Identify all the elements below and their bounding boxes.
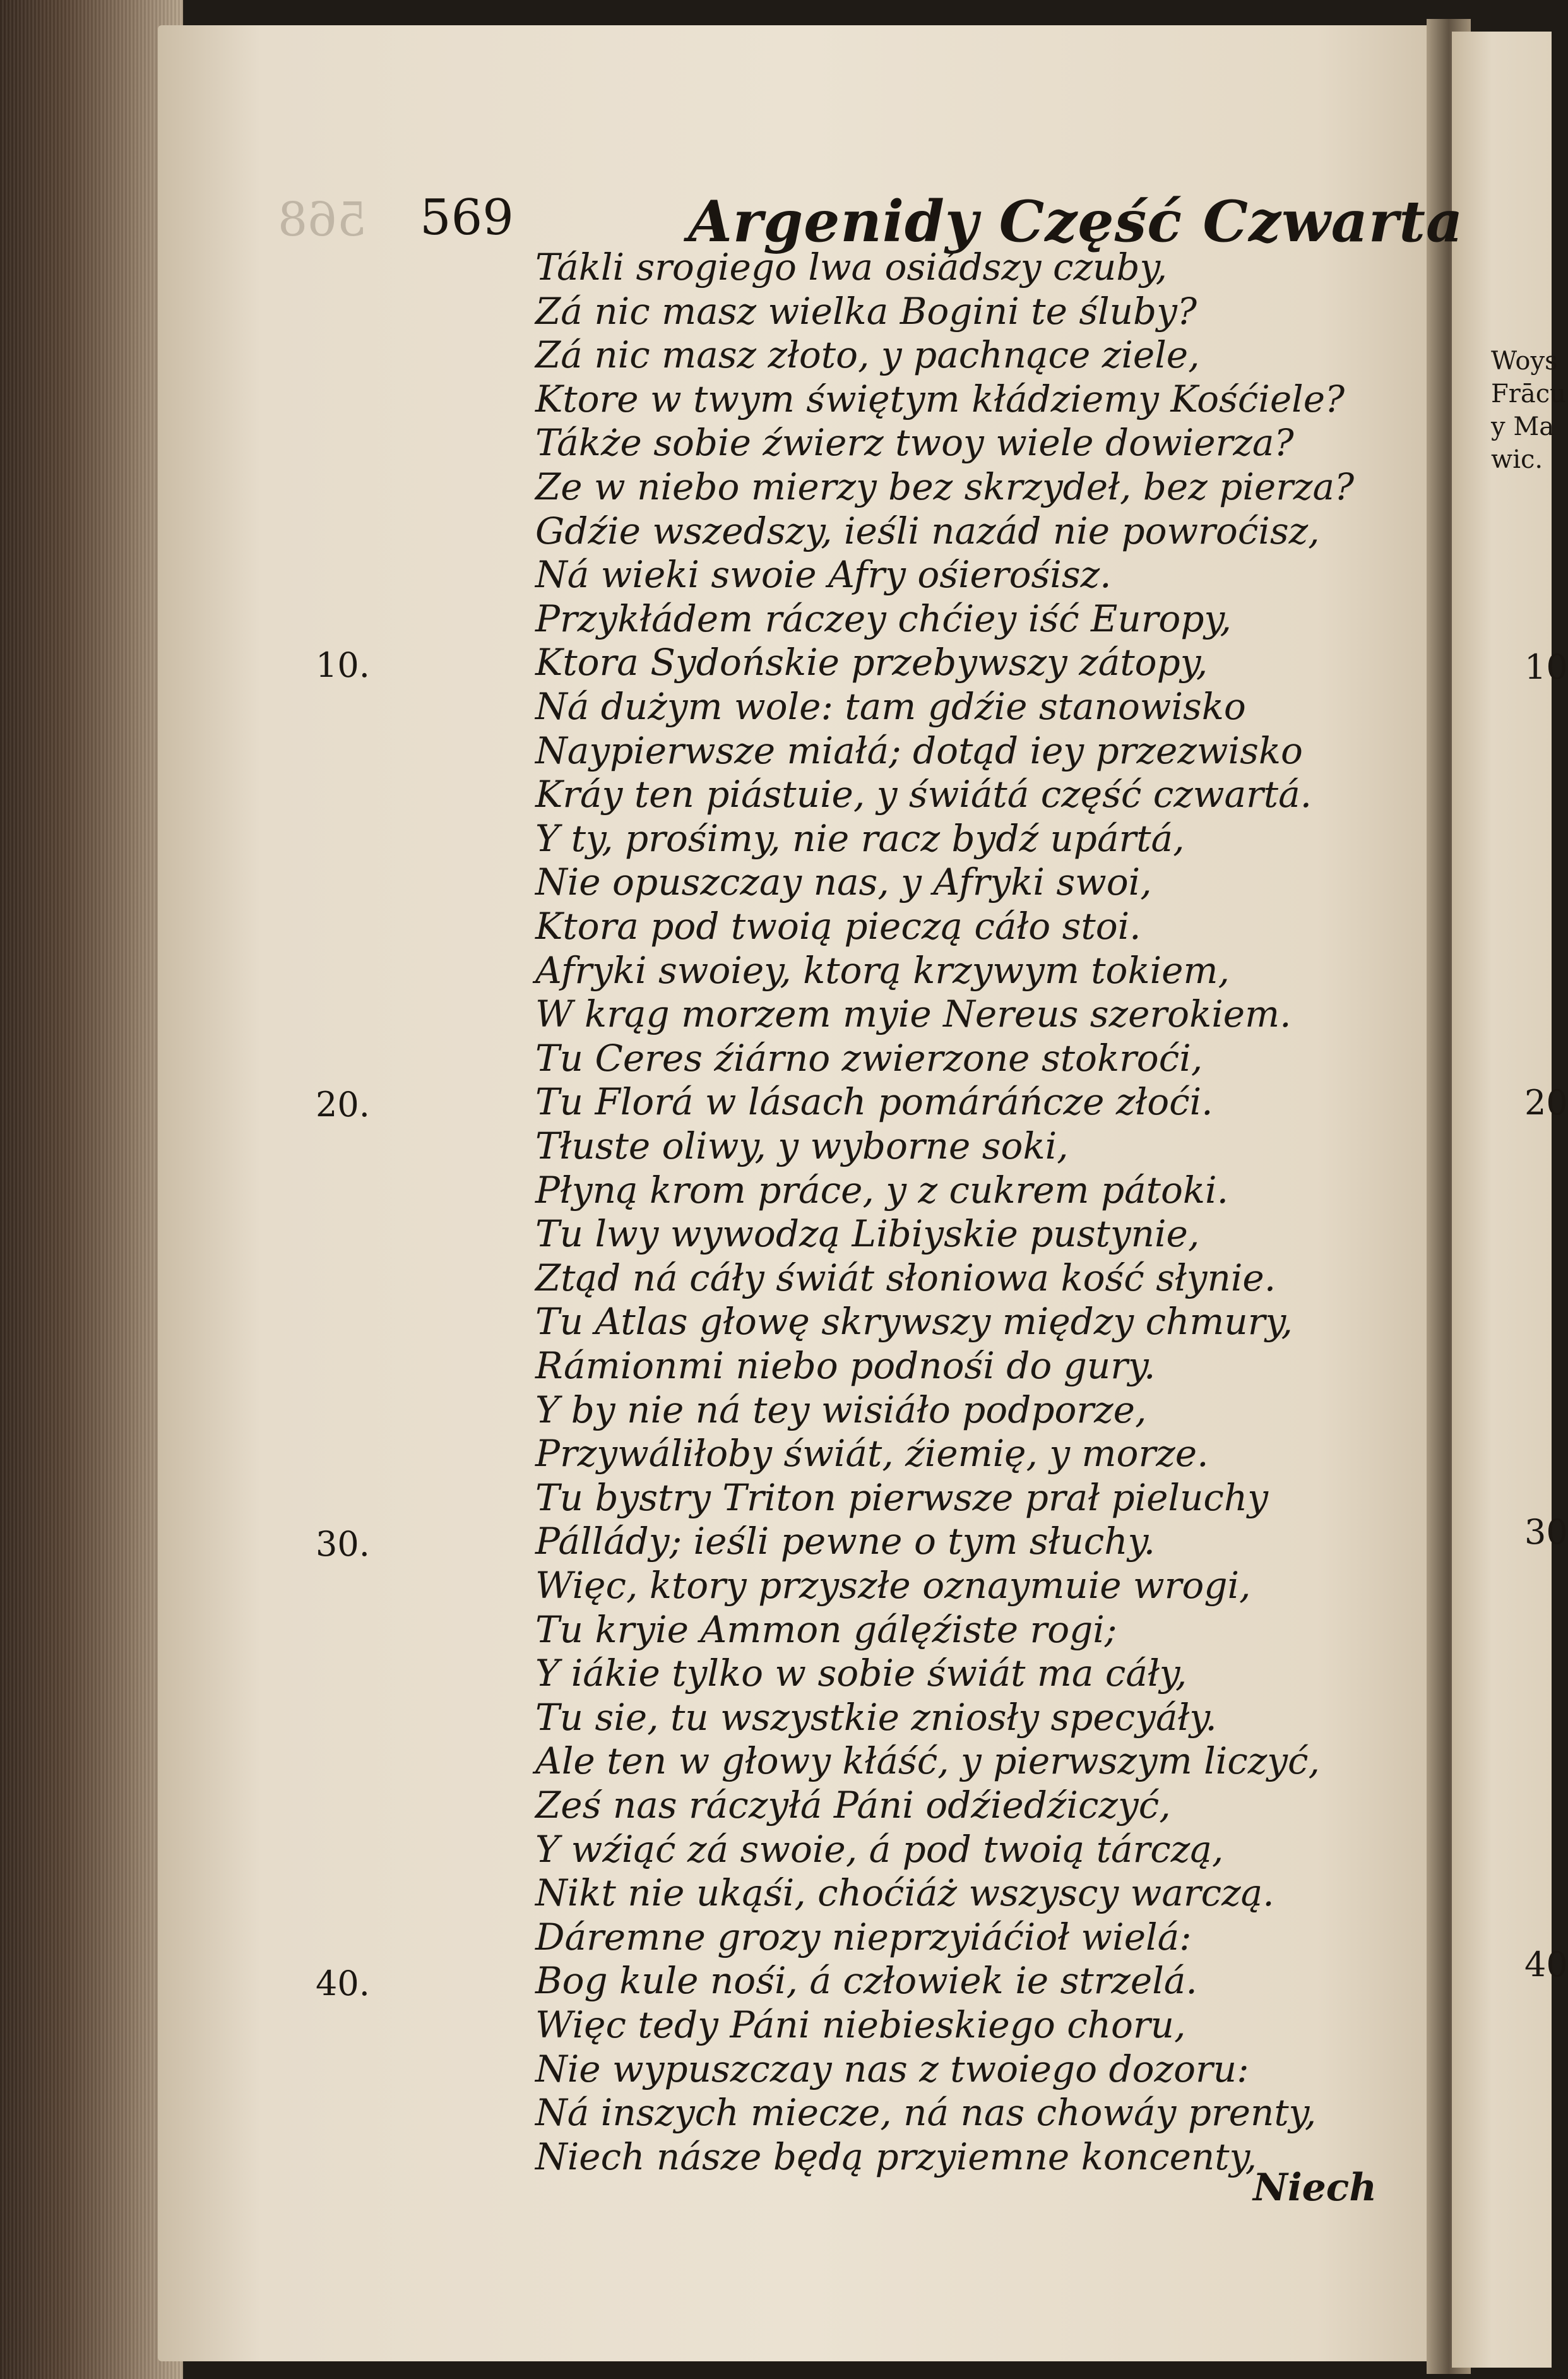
verse-line: Przywáliłoby świát, źiemię, y morze. [535,1432,1209,1476]
verse-line-number: 20. [316,1085,370,1125]
verse-line: Ná wieki swoie Afry ośierośisz. [535,553,1112,597]
verse-line: Tákże sobie źwierz twoy wiele dowierza? [535,421,1294,465]
verse-line: Ná inszych miecze, ná nas chowáy prenty, [535,2091,1317,2135]
verse-line: Ztąd ná cáły świát słoniowa kość słynie. [535,1256,1276,1299]
catchword: Niech [1253,2166,1377,2210]
facing-margin-note-line: wic. [1491,445,1543,474]
verse-line: Naypierwsze miałá; dotąd iey przezwisko [535,729,1303,772]
facing-line-number: 10 [1524,647,1568,687]
facing-line-number: 30 [1524,1512,1568,1552]
verse-line: Y wźiąć zá swoie, á pod twoią tárczą, [535,1827,1224,1871]
facing-margin-note-line: Frācu [1491,379,1566,408]
verse-line-number: 30. [316,1524,370,1565]
verse-line: Y by nie ná tey wisiáło podporze, [535,1388,1147,1431]
verse-line: Nikt nie ukąśi, choćiáż wszyscy warczą. [535,1871,1274,1915]
verse-line: Afryki swoiey, ktorą krzywym tokiem, [535,948,1230,992]
verse-line: Ze w niebo mierzy bez skrzydeł, bez pierza? [535,465,1355,508]
verse-line: Y ty, prośimy, nie racz bydź upártá, [535,816,1185,860]
facing-line-number: 20 [1524,1083,1568,1123]
verse-line: Nie opuszczay nas, y Afryki swoi, [535,861,1152,904]
verse-line: Tu Ceres źiárno zwierzone stokroći, [535,1036,1203,1080]
verse-line: Ześ nas ráczyłá Páni odźiedźiczyć, [535,1784,1171,1827]
running-title: Argenidy Część Czwarta [688,188,1464,255]
bleed-through-page-number: 568 [278,193,367,247]
verse-line: Rámionmi niebo podnośi do gury. [535,1344,1156,1387]
verse-line: Kráy ten piástuie, y świátá część czwartá. [535,773,1312,816]
verse-line: Ktora Sydońskie przebywszy zátopy, [535,641,1208,684]
facing-line-number: 40 [1524,1945,1568,1984]
verse-line: Tákli srogiego lwa osiádszy czuby, [535,246,1168,289]
verse-line: Tu Florá w lásach pomáráńcze złoći. [535,1080,1213,1124]
verse-line: Dáremne grozy nieprzyiáćioł wielá: [535,1915,1192,1959]
verse-line: Więc tedy Páni niebieskiego choru, [535,2003,1186,2046]
verse-line: Y iákie tylko w sobie świát ma cáły, [535,1652,1187,1695]
verse-line: Tu Atlas głowę skrywszy między chmury, [535,1300,1293,1344]
verse-line: Tu bystry Triton pierwsze prał pieluchy [535,1476,1268,1519]
verse-line-number: 40. [316,1964,370,2004]
verse-line: Pállády; ieśli pewne o tym słuchy. [535,1520,1156,1563]
facing-margin-note-line: Woys [1491,347,1558,376]
facing-margin-note-line: y Ma [1491,412,1555,441]
verse-line: Ktore w twym świętym kłádziemy Kośćiele? [535,377,1345,420]
verse-line: Tu lwy wywodzą Libiyskie pustynie, [535,1212,1200,1256]
verse-line: Więc, ktory przyszłe oznaymuie wrogi, [535,1564,1251,1607]
verse-line: Ná dużym wole: tam gdźie stanowisko [535,685,1246,728]
verse-line: Zá nic masz wielka Bogini te śluby? [535,289,1197,333]
page-number: 569 [420,189,514,246]
verse-line: Ktora pod twoią pieczą cáło stoi. [535,905,1141,948]
verse-line: Tu kryie Ammon gálęźiste rogi; [535,1607,1117,1651]
verse-line: Tłuste oliwy, y wyborne soki, [535,1124,1069,1167]
verse-line: Ale ten w głowy kłáść, y pierwszym liczyć, [535,1739,1320,1783]
verse-line: Zá nic masz złoto, y pachnące ziele, [535,333,1200,377]
verse-line-number: 10. [316,645,370,686]
verse-line: Niech násze będą przyiemne koncenty, [535,2135,1257,2178]
verse-line: Przykłádem ráczey chćiey iść Europy, [535,597,1232,640]
verse-line: Płyną krom práce, y z cukrem pátoki. [535,1168,1229,1212]
verse-line: Bog kule nośi, á człowiek ie strzelá. [535,1959,1197,2003]
verse-line: Nie wypuszczay nas z twoiego dozoru: [535,2047,1249,2090]
verse-line: Gdźie wszedszy, ieśli nazád nie powroćisz, [535,509,1320,552]
verse-line: W krąg morzem myie Nereus szerokiem. [535,993,1292,1036]
verse-line: Tu sie, tu wszystkie zniosły specyáły. [535,1695,1217,1739]
